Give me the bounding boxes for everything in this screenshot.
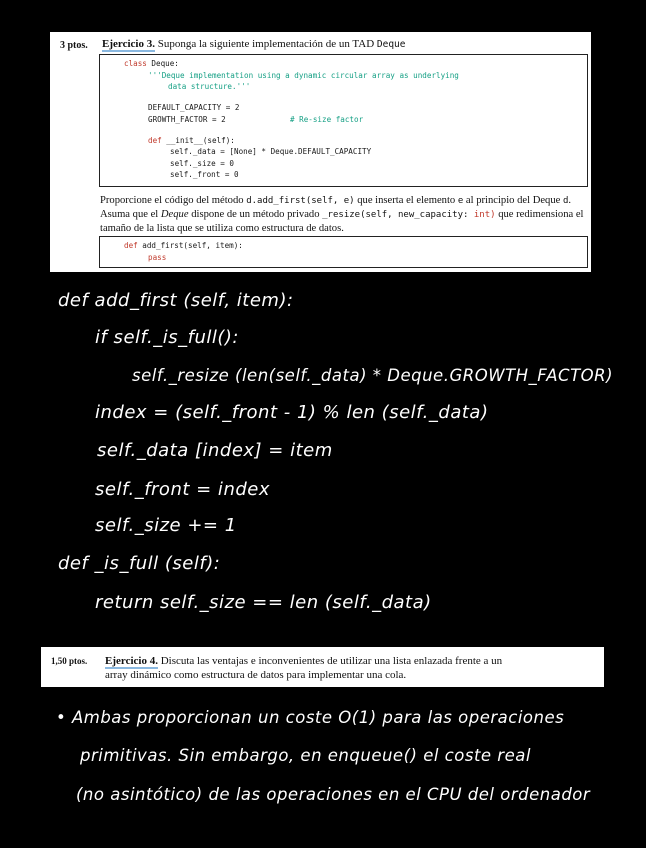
exercise-3-intro-code: Deque [376, 39, 406, 50]
code-line-4: DEFAULT_CAPACITY = 2 [148, 103, 240, 112]
answer-code-line-2: pass [148, 253, 167, 262]
exercise-4-panel [41, 647, 604, 687]
answer-code-box [99, 236, 588, 268]
exercise-3-statement: Proporcione el código del método d.add_first(self, e) que inserta el elemento e al principio del Deque d. Asuma que el Deque dispone de un método privado _resize(self, new_capacity: int) que redimensiona el tamaño de la lista que se utiliza como estructura de datos. [100, 195, 584, 234]
handwritten-line-3: self._resize (len(self._data) * Deque.GROWTH_FACTOR) [132, 366, 614, 385]
code-line-1: class Deque: [124, 59, 179, 68]
handwritten-line-1: def add_first (self, item): [58, 290, 294, 311]
code-line-2: '''Deque implementation using a dynamic circular array as underlying [148, 71, 459, 80]
exercise-4-heading [105, 655, 502, 667]
handwritten-bullet-line-3: (no asintótico) de las operaciones en el CPU del ordenador [76, 785, 591, 804]
exercise-3-title: Ejercicio 3. [102, 38, 155, 50]
handwritten-line-5: self._data [index] = item [97, 440, 333, 461]
exercise-4-line-2: array dinámico como estructura de datos para implementar una cola. [105, 669, 407, 681]
exercise-4-points: 1,50 ptos. [51, 656, 88, 666]
code-line-7: self._data = [None] * Deque.DEFAULT_CAPACITY [170, 147, 372, 156]
handwritten-line-9: return self._size == len (self._data) [95, 592, 432, 613]
handwritten-line-7: self._size += 1 [95, 515, 237, 536]
code-line-8: self._size = 0 [170, 159, 235, 168]
exercise-4-title: Ejercicio 4. [105, 655, 158, 667]
exercise-3-heading [102, 38, 406, 50]
exercise-3-points: 3 ptos. [60, 40, 88, 51]
handwritten-line-8: def _is_full (self): [58, 553, 221, 574]
exercise-3-intro: Suponga la siguiente implementación de un TAD [157, 38, 375, 50]
code-line-3: data structure.''' [168, 82, 251, 91]
exercise-3-panel [50, 32, 591, 272]
handwritten-line-4: index = (self._front - 1) % len (self._data) [95, 402, 489, 423]
deque-code-box [99, 54, 588, 187]
exercise-4-line-1: Discuta las ventajas e inconvenientes de utilizar una lista enlazada frente a un [160, 655, 503, 667]
handwritten-line-2: if self._is_full(): [95, 327, 239, 348]
handwritten-bullet-line-2: primitivas. Sin embargo, en enqueue() el coste real [80, 746, 531, 765]
code-line-9: self._front = 0 [170, 170, 239, 179]
handwritten-line-6: self._front = index [95, 479, 270, 500]
handwritten-bullet-line-1: • Ambas proporcionan un coste O(1) para las operaciones [56, 708, 565, 727]
answer-code-line-1: def add_first(self, item): [124, 241, 243, 250]
code-line-5: GROWTH_FACTOR = 2 # Re-size factor [148, 115, 364, 124]
code-line-6: def __init__(self): [148, 136, 235, 145]
